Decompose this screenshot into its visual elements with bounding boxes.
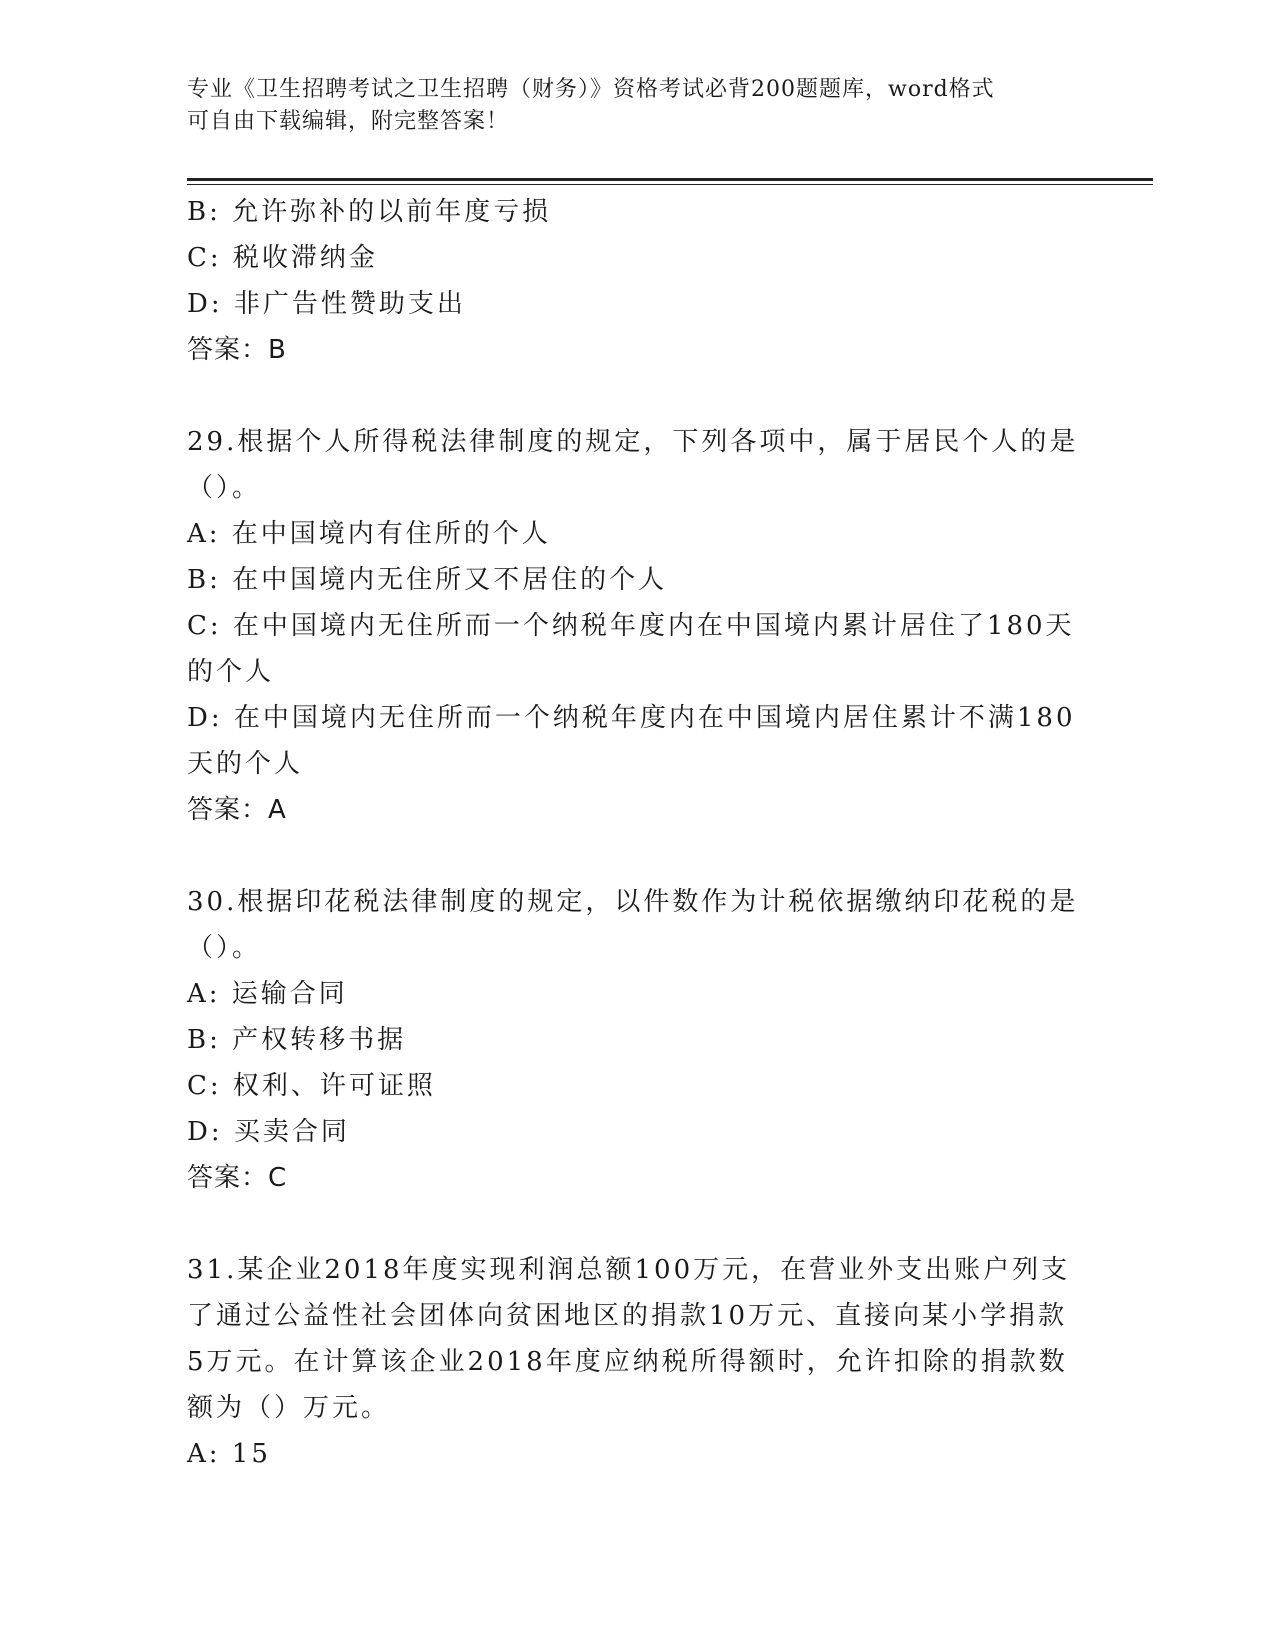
option-c: C: 税收滞纳金 [187, 243, 378, 273]
question-stem: 了通过公益性社会团体向贫困地区的捐款10万元、直接向某小学捐款 [187, 1301, 1068, 1331]
option-a: A: 在中国境内有住所的个人 [187, 519, 551, 549]
question-stem: （）。 [187, 933, 262, 963]
option-d: D: 非广告性赞助支出 [187, 289, 466, 319]
option-b: B: 在中国境内无住所又不居住的个人 [187, 565, 668, 595]
document-header [187, 74, 1067, 138]
question-stem: 31.某企业2018年度实现利润总额100万元，在营业外支出账户列支 [187, 1255, 1071, 1285]
spacer [187, 833, 1087, 879]
answer: 答案：C [187, 1163, 288, 1193]
spacer [187, 1201, 1087, 1247]
spacer [187, 373, 1087, 419]
question-30 [187, 879, 1087, 1201]
question-28-continued [187, 189, 1087, 373]
option-b: B: 允许弥补的以前年度亏损 [187, 197, 552, 227]
question-31 [187, 1247, 1087, 1477]
option-c-continued: 的个人 [187, 657, 275, 687]
option-a: A: 15 [187, 1439, 271, 1469]
answer: 答案：B [187, 335, 287, 365]
question-stem: 29.根据个人所得税法律制度的规定，下列各项中，属于居民个人的是 [187, 427, 1079, 457]
header-divider-thin [187, 184, 1153, 185]
header-line-2: 可自由下载编辑，附完整答案！ [187, 109, 510, 134]
option-d: D: 买卖合同 [187, 1117, 350, 1147]
question-stem: 5万元。在计算该企业2018年度应纳税所得额时，允许扣除的捐款数 [187, 1347, 1068, 1377]
option-a: A: 运输合同 [187, 979, 348, 1009]
option-b: B: 产权转移书据 [187, 1025, 407, 1055]
header-divider-thick [187, 178, 1153, 181]
option-d-continued: 天的个人 [187, 749, 304, 779]
document-body [187, 189, 1087, 1477]
option-c: C: 权利、许可证照 [187, 1071, 436, 1101]
answer: 答案：A [187, 795, 287, 825]
question-29 [187, 419, 1087, 833]
option-c: C: 在中国境内无住所而一个纳税年度内在中国境内累计居住了180天 [187, 611, 1075, 641]
question-stem: 30.根据印花税法律制度的规定，以件数作为计税依据缴纳印花税的是 [187, 887, 1079, 917]
header-line-1: 专业《卫生招聘考试之卫生招聘（财务）》资格考试必背200题题库，word格式 [187, 77, 995, 102]
option-d: D: 在中国境内无住所而一个纳税年度内在中国境内居住累计不满180 [187, 703, 1076, 733]
question-stem: 额为（）万元。 [187, 1393, 391, 1423]
question-stem: （）。 [187, 473, 262, 503]
